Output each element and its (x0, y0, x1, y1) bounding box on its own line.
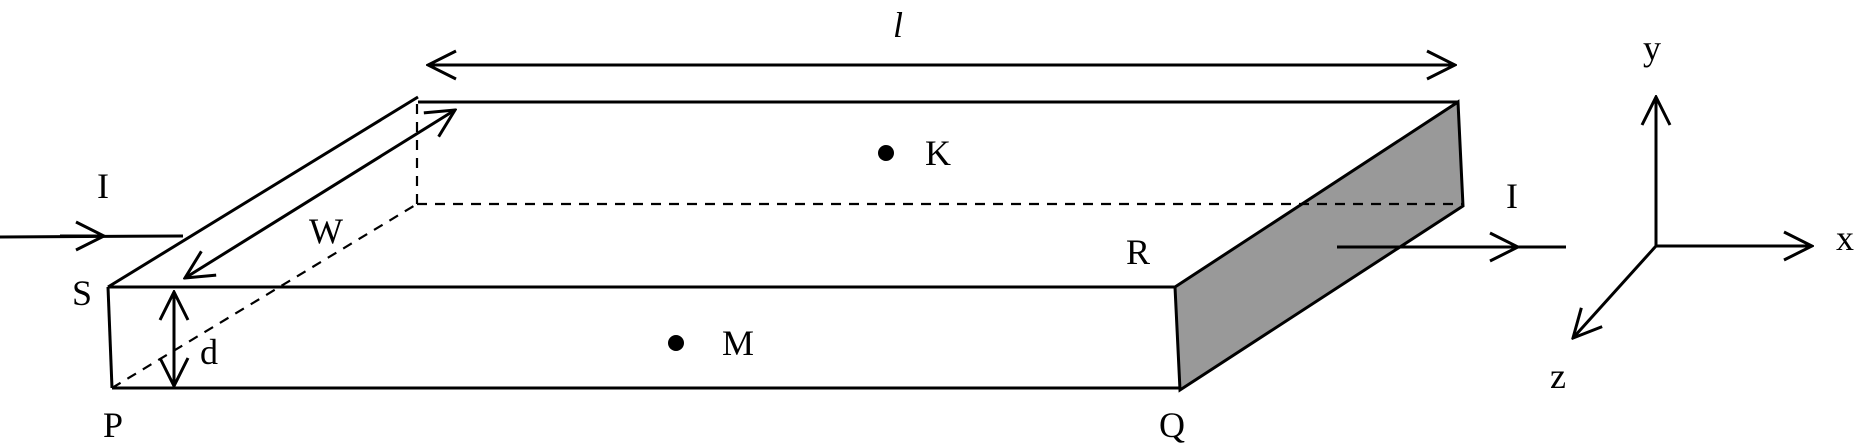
thickness-label: d (200, 332, 218, 372)
axis-z-arrow (1573, 246, 1656, 338)
point-m-label: M (721, 323, 755, 363)
corner-r-label: R (1125, 232, 1151, 272)
corner-s-label: S (71, 273, 93, 313)
axis-y-label: y (1643, 28, 1661, 68)
point-m-dot (668, 335, 684, 351)
length-label: l (892, 5, 904, 45)
coordinate-axes (1573, 97, 1812, 338)
current-in-label: I (97, 166, 109, 206)
edge-top-left (108, 97, 418, 287)
width-dimension-arrow (185, 110, 455, 278)
current-out-label: I (1506, 176, 1518, 216)
axis-z-label: z (1550, 356, 1566, 396)
corner-q-label: Q (1159, 405, 1185, 445)
corner-p-label: P (102, 405, 124, 445)
point-k-dot (878, 145, 894, 161)
point-k-label: K (925, 133, 951, 173)
edge-front-left (108, 287, 112, 388)
width-label: W (309, 211, 343, 251)
axis-x-label: x (1836, 218, 1854, 258)
